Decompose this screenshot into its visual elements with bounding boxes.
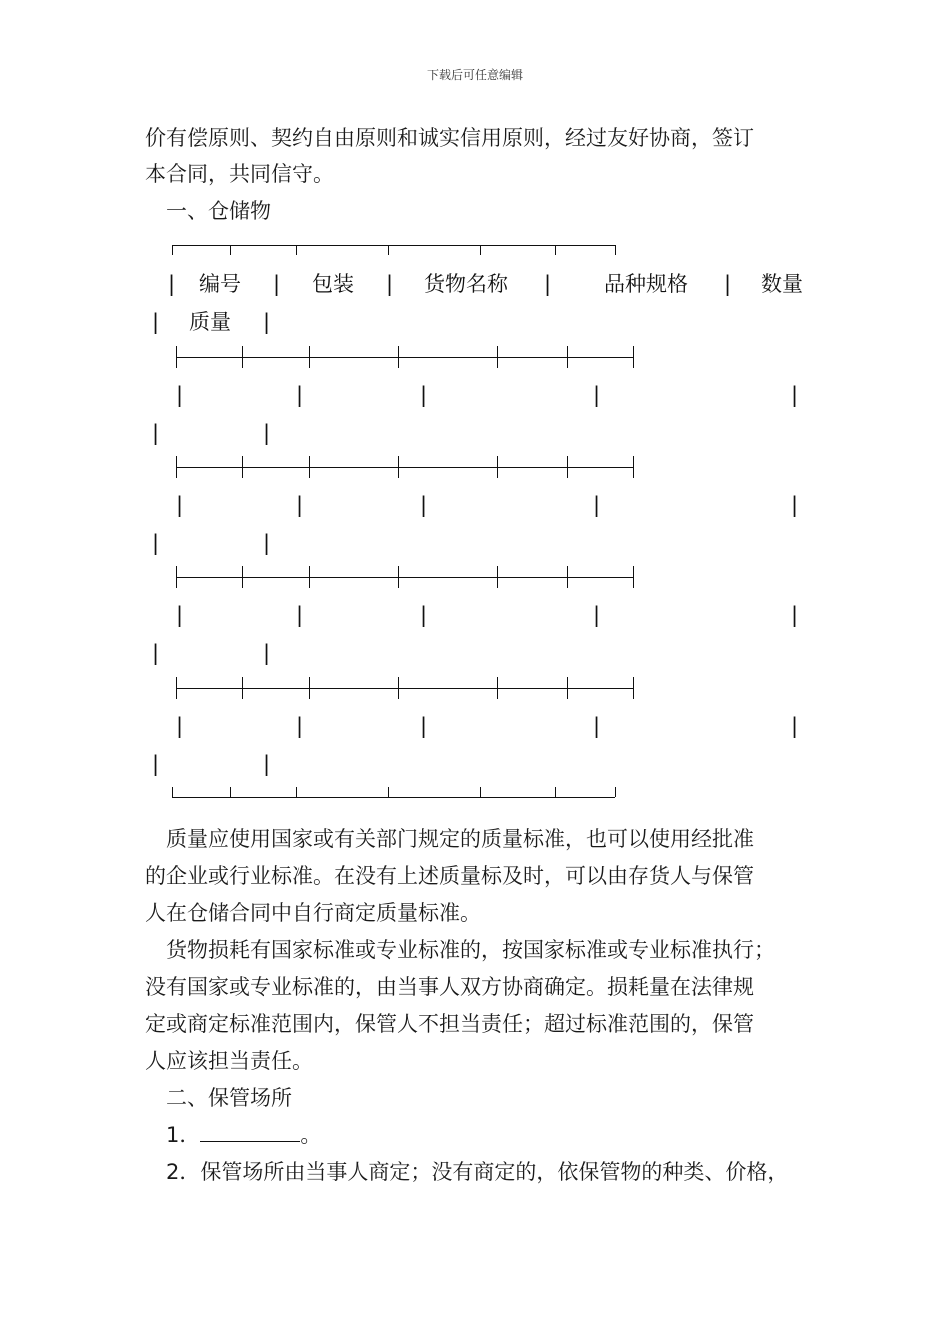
section-heading-storage-items: 一、仓储物 <box>166 199 271 223</box>
table-rule: | <box>296 493 304 517</box>
table-rule: | <box>296 603 304 627</box>
table-rule: | <box>724 272 732 296</box>
table-rule <box>633 566 634 588</box>
table-rule <box>567 456 568 478</box>
table-rule: | <box>420 493 428 517</box>
table-rule: | <box>420 383 428 407</box>
table-rule <box>497 346 498 368</box>
paragraph-line: 定或商定标准范围内，保管人不担当责任；超过标准范围的，保管 <box>145 1012 754 1036</box>
table-rule <box>309 566 310 588</box>
table-rule <box>176 467 633 468</box>
paragraph-line: 人在仓储合同中自行商定质量标准。 <box>145 901 481 925</box>
table-rule <box>555 787 556 797</box>
table-rule <box>242 346 243 368</box>
table-rule: | <box>152 641 160 665</box>
table-rule <box>555 245 556 255</box>
table-rule <box>388 787 389 797</box>
paragraph-line: 本合同，共同信守。 <box>145 162 334 186</box>
table-rule <box>398 566 399 588</box>
table-rule <box>497 677 498 699</box>
list-item-2: 2．保管场所由当事人商定；没有商定的，依保管物的种类、价格， <box>166 1160 789 1184</box>
table-rule <box>567 677 568 699</box>
table-rule <box>172 245 173 255</box>
table-rule <box>296 787 297 797</box>
table-rule: | <box>263 421 271 445</box>
table-rule <box>615 245 616 255</box>
paragraph-line: 货物损耗有国家标准或专业标准的，按国家标准或专业标准执行； <box>166 938 775 962</box>
table-rule <box>176 456 177 478</box>
table-rule: | <box>420 714 428 738</box>
table-header-cell: 品种规格 <box>604 272 688 296</box>
table-rule: | <box>152 310 160 334</box>
table-rule <box>480 787 481 797</box>
table-rule: | <box>791 493 799 517</box>
table-rule: | <box>263 531 271 555</box>
table-rule <box>309 677 310 699</box>
table-rule: | <box>176 603 184 627</box>
table-rule: | <box>152 531 160 555</box>
table-rule <box>172 245 615 246</box>
table-rule <box>172 787 173 797</box>
table-rule <box>480 245 481 255</box>
table-rule: | <box>791 714 799 738</box>
table-rule <box>398 456 399 478</box>
table-rule <box>398 677 399 699</box>
table-rule <box>497 456 498 478</box>
table-rule: | <box>152 752 160 776</box>
paragraph-line: 人应该担当责任。 <box>145 1049 313 1073</box>
table-rule <box>309 346 310 368</box>
paragraph-line: 价有偿原则、契约自由原则和诚实信用原则，经过友好协商，签订 <box>145 126 754 150</box>
table-rule <box>242 456 243 478</box>
fill-in-blank[interactable] <box>200 1121 300 1142</box>
table-header-cell: 货物名称 <box>424 272 508 296</box>
table-rule <box>176 577 633 578</box>
table-rule <box>398 346 399 368</box>
table-rule <box>633 456 634 478</box>
table-rule: | <box>263 310 271 334</box>
paragraph-line: 的企业或行业标准。在没有上述质量标及时，可以由存货人与保管 <box>145 864 754 888</box>
table-rule: | <box>152 421 160 445</box>
table-rule <box>176 346 177 368</box>
table-rule: | <box>273 272 281 296</box>
table-rule: | <box>386 272 394 296</box>
table-rule: | <box>263 752 271 776</box>
table-rule <box>172 797 615 798</box>
table-header-cell: 包装 <box>312 272 354 296</box>
table-rule <box>296 245 297 255</box>
table-rule: | <box>296 714 304 738</box>
table-rule <box>230 245 231 255</box>
table-rule <box>230 787 231 797</box>
table-rule: | <box>544 272 552 296</box>
table-rule: | <box>176 383 184 407</box>
list-item-1 <box>166 1121 321 1149</box>
table-rule <box>633 677 634 699</box>
table-rule <box>242 677 243 699</box>
table-rule <box>176 357 633 358</box>
table-rule: | <box>168 272 176 296</box>
table-rule: | <box>791 383 799 407</box>
paragraph-line: 没有国家或专业标准的，由当事人双方协商确定。损耗量在法律规 <box>145 975 754 999</box>
section-heading-storage-place: 二、保管场所 <box>166 1086 292 1110</box>
table-rule: | <box>420 603 428 627</box>
table-rule: | <box>593 603 601 627</box>
table-rule <box>242 566 243 588</box>
table-rule <box>176 688 633 689</box>
table-rule <box>633 346 634 368</box>
table-rule: | <box>593 714 601 738</box>
table-rule: | <box>296 383 304 407</box>
table-rule <box>567 566 568 588</box>
table-rule: | <box>593 383 601 407</box>
list-item-end: 。 <box>300 1123 322 1147</box>
table-rule <box>567 346 568 368</box>
table-header-cell: 编号 <box>199 272 241 296</box>
table-rule <box>309 456 310 478</box>
table-rule: | <box>791 603 799 627</box>
table-rule: | <box>263 641 271 665</box>
table-rule <box>388 245 389 255</box>
table-rule: | <box>593 493 601 517</box>
paragraph-line: 质量应使用国家或有关部门规定的质量标准，也可以使用经批准 <box>166 827 754 851</box>
table-rule: | <box>176 493 184 517</box>
list-item-number: 1． <box>166 1123 201 1147</box>
table-rule: | <box>176 714 184 738</box>
page-header-note: 下载后可任意编辑 <box>426 68 523 82</box>
table-header-cell: 质量 <box>189 310 231 334</box>
table-rule <box>615 787 616 797</box>
table-rule <box>176 566 177 588</box>
table-rule <box>497 566 498 588</box>
table-header-cell: 数量 <box>761 272 803 296</box>
table-rule <box>176 677 177 699</box>
